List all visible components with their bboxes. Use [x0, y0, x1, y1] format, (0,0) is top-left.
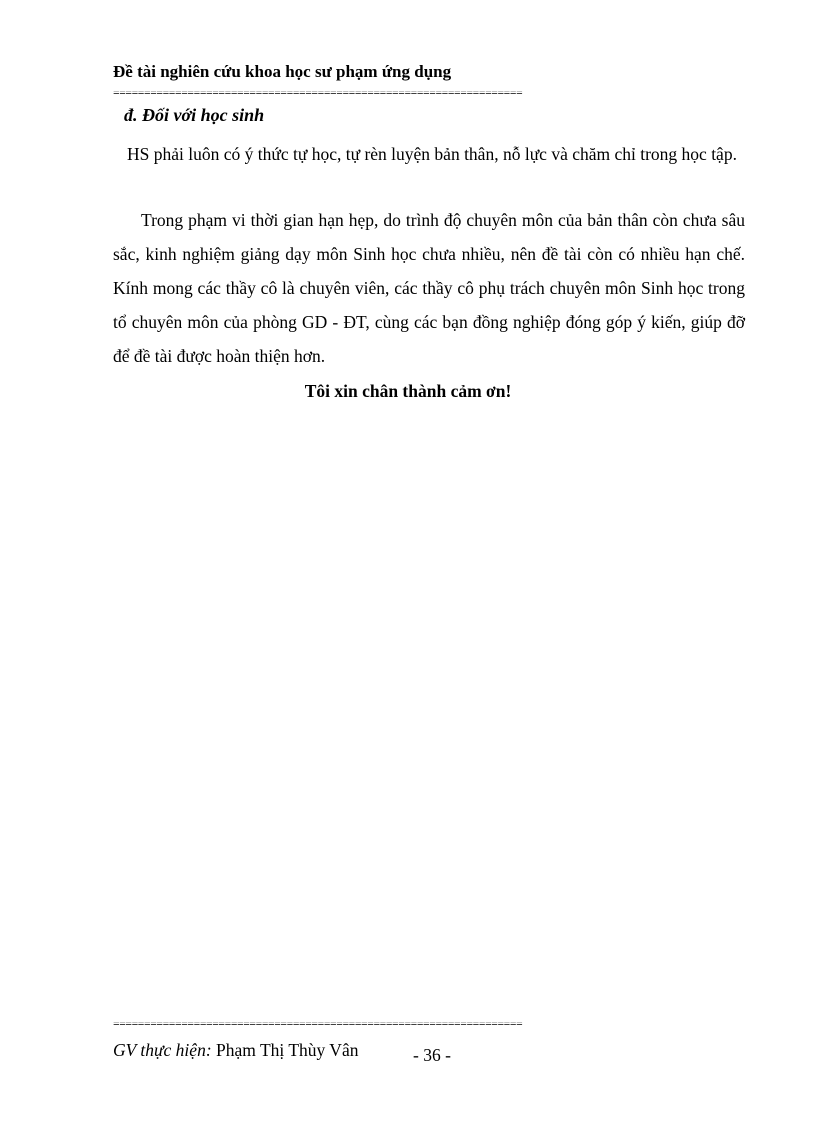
section-heading: đ. Đối với học sinh — [124, 105, 265, 125]
closing-text: Tôi xin chân thành cảm ơn! — [304, 381, 512, 401]
paragraph-2: Trong phạm vi thời gian hạn hẹp, do trình độ chuyên môn của bản thân còn chưa sâu sắc, kinh nghiệm giảng dạy môn Sinh học chưa nhiều, nên đề tài còn có nhiều hạn chế. Kính mong các thầy cô là chuyên viên, các thầy cô phụ trách chuyên môn Sinh học trong tổ chuyên môn của phòng GD - ĐT, cùng các bạn đồng nghiệp đóng góp ý kiến, giúp đỡ để đề tài được hoàn thiện hơn. — [113, 210, 745, 366]
author-label: GV thực hiện: — [113, 1040, 212, 1060]
footer-rule: ================================================================== — [113, 1022, 523, 1030]
closing-line — [0, 381, 816, 402]
author-name: Phạm Thị Thùy Vân — [216, 1040, 359, 1060]
header-title: Đề tài nghiên cứu khoa học sư phạm ứng dụng — [113, 62, 452, 81]
paragraph-1: HS phải luôn có ý thức tự học, tự rèn luyện bản thân, nỗ lực và chăm chỉ trong học tập. — [127, 144, 737, 164]
header-rule: ================================================================== — [113, 91, 523, 99]
footer-author — [113, 1040, 358, 1061]
page-number: - 36 - — [413, 1045, 451, 1065]
